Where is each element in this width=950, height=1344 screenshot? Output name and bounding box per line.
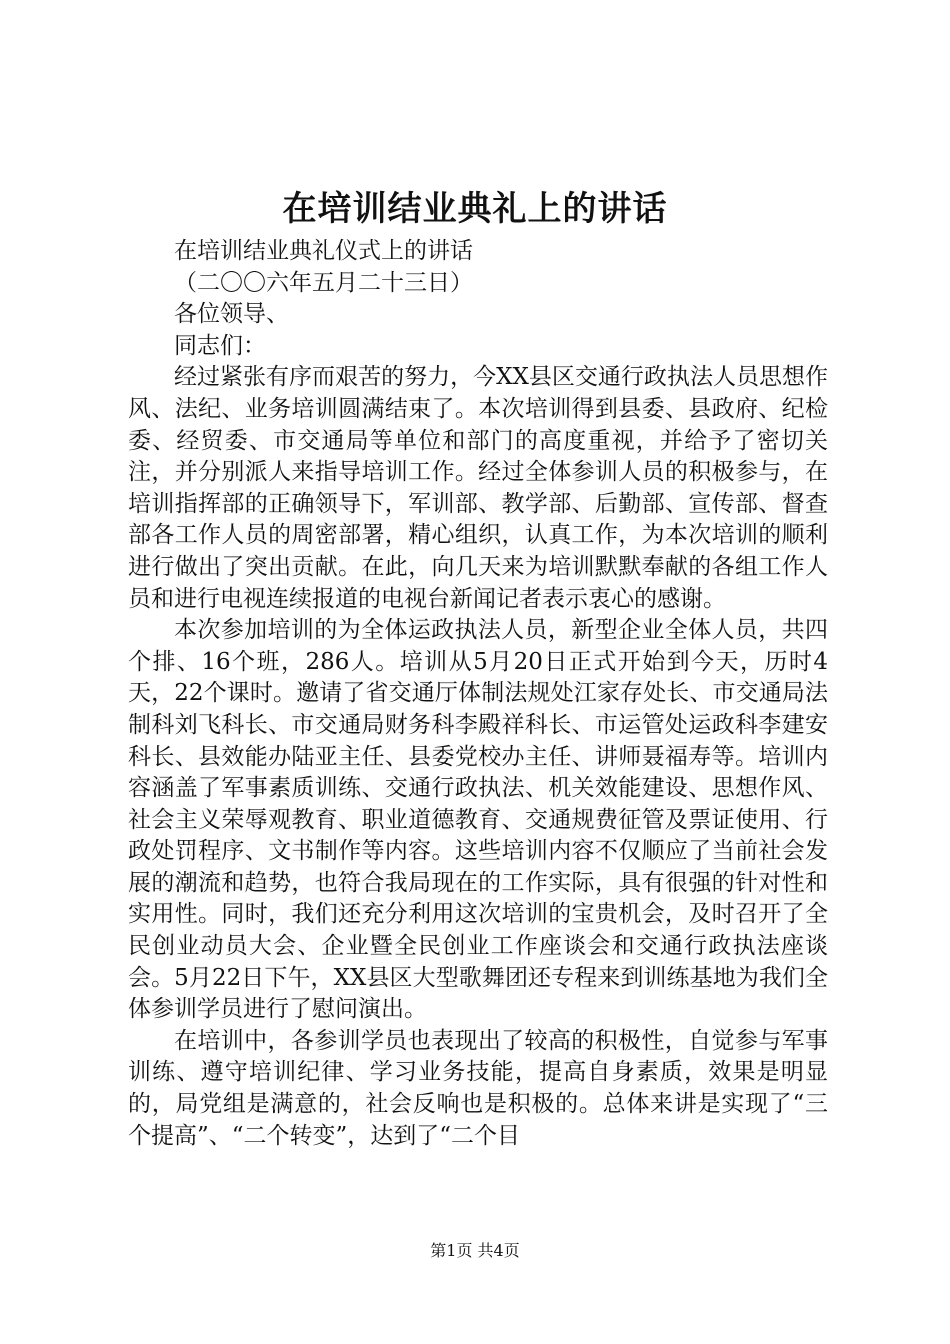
document-body xyxy=(128,236,828,1152)
paragraph-3: 在培训中，各参训学员也表现出了较高的积极性，自觉参与军事训练、遵守培训纪律、学习业务技能，提高自身素质，效果是明显的，局党组是满意的，社会反响也是积极的。总体来讲是实现了“三个提高”、“二个转变”，达到了“二个目 xyxy=(128,1027,828,1149)
speech-subtitle: 在培训结业典礼仪式上的讲话 xyxy=(174,238,473,264)
page-number: 第1页 共4页 xyxy=(430,1241,520,1260)
speech-date: （二〇〇六年五月二十三日） xyxy=(174,269,473,296)
page-title: 在培训结业典礼上的讲话 xyxy=(282,189,668,229)
paragraph-1: 经过紧张有序而艰苦的努力，今XX县区交通行政执法人员思想作风、法纪、业务培训圆满结束了。本次培训得到县委、县政府、纪检委、经贸委、市交通局等单位和部门的高度重视，并给予了密切关注，并分别派人来指导培训工作。经过全体参训人员的积极参与，在培训指挥部的正确领导下，军训部、教学部、后勤部、宣传部、督查部各工作人员的周密部署，精心组织，认真工作，为本次培训的顺利进行做出了突出贡献。在此，向几天来为培训默默奉献的各组工作人员和进行电视连续报道的电视台新闻记者表示衷心的感谢。 xyxy=(128,364,828,612)
salutation-comrades: 同志们： xyxy=(174,332,266,359)
paragraph-2: 本次参加培训的为全体运政执法人员，新型企业全体人员，共四个排、16个班，286人。培训从5月20日正式开始到今天，历时4天，22个课时。邀请了省交通厅体制法规处江家存处长、市交通局法制科刘飞科长、市交通局财务科李殿祥科长、市运管处运政科李建安科长、县效能办陆亚主任、县委党校办主任、讲师聂福寿等。培训内容涵盖了军事素质训练、交通行政执法、机关效能建设、思想作风、社会主义荣辱观教育、职业道德教育、交通规费征管及票证使用、行政处罚程序、文书制作等内容。这些培训内容不仅顺应了当前社会发展的潮流和趋势，也符合我局现在的工作实际，具有很强的针对性和实用性。同时，我们还充分利用这次培训的宝贵机会，及时召开了全民创业动员大会、企业暨全民创业工作座谈会和交通行政执法座谈会。5月22日下午，XX县区大型歌舞团还专程来到训练基地为我们全体参训学员进行了慰问演出。 xyxy=(128,617,828,1023)
salutation-leaders: 各位领导、 xyxy=(174,301,289,328)
